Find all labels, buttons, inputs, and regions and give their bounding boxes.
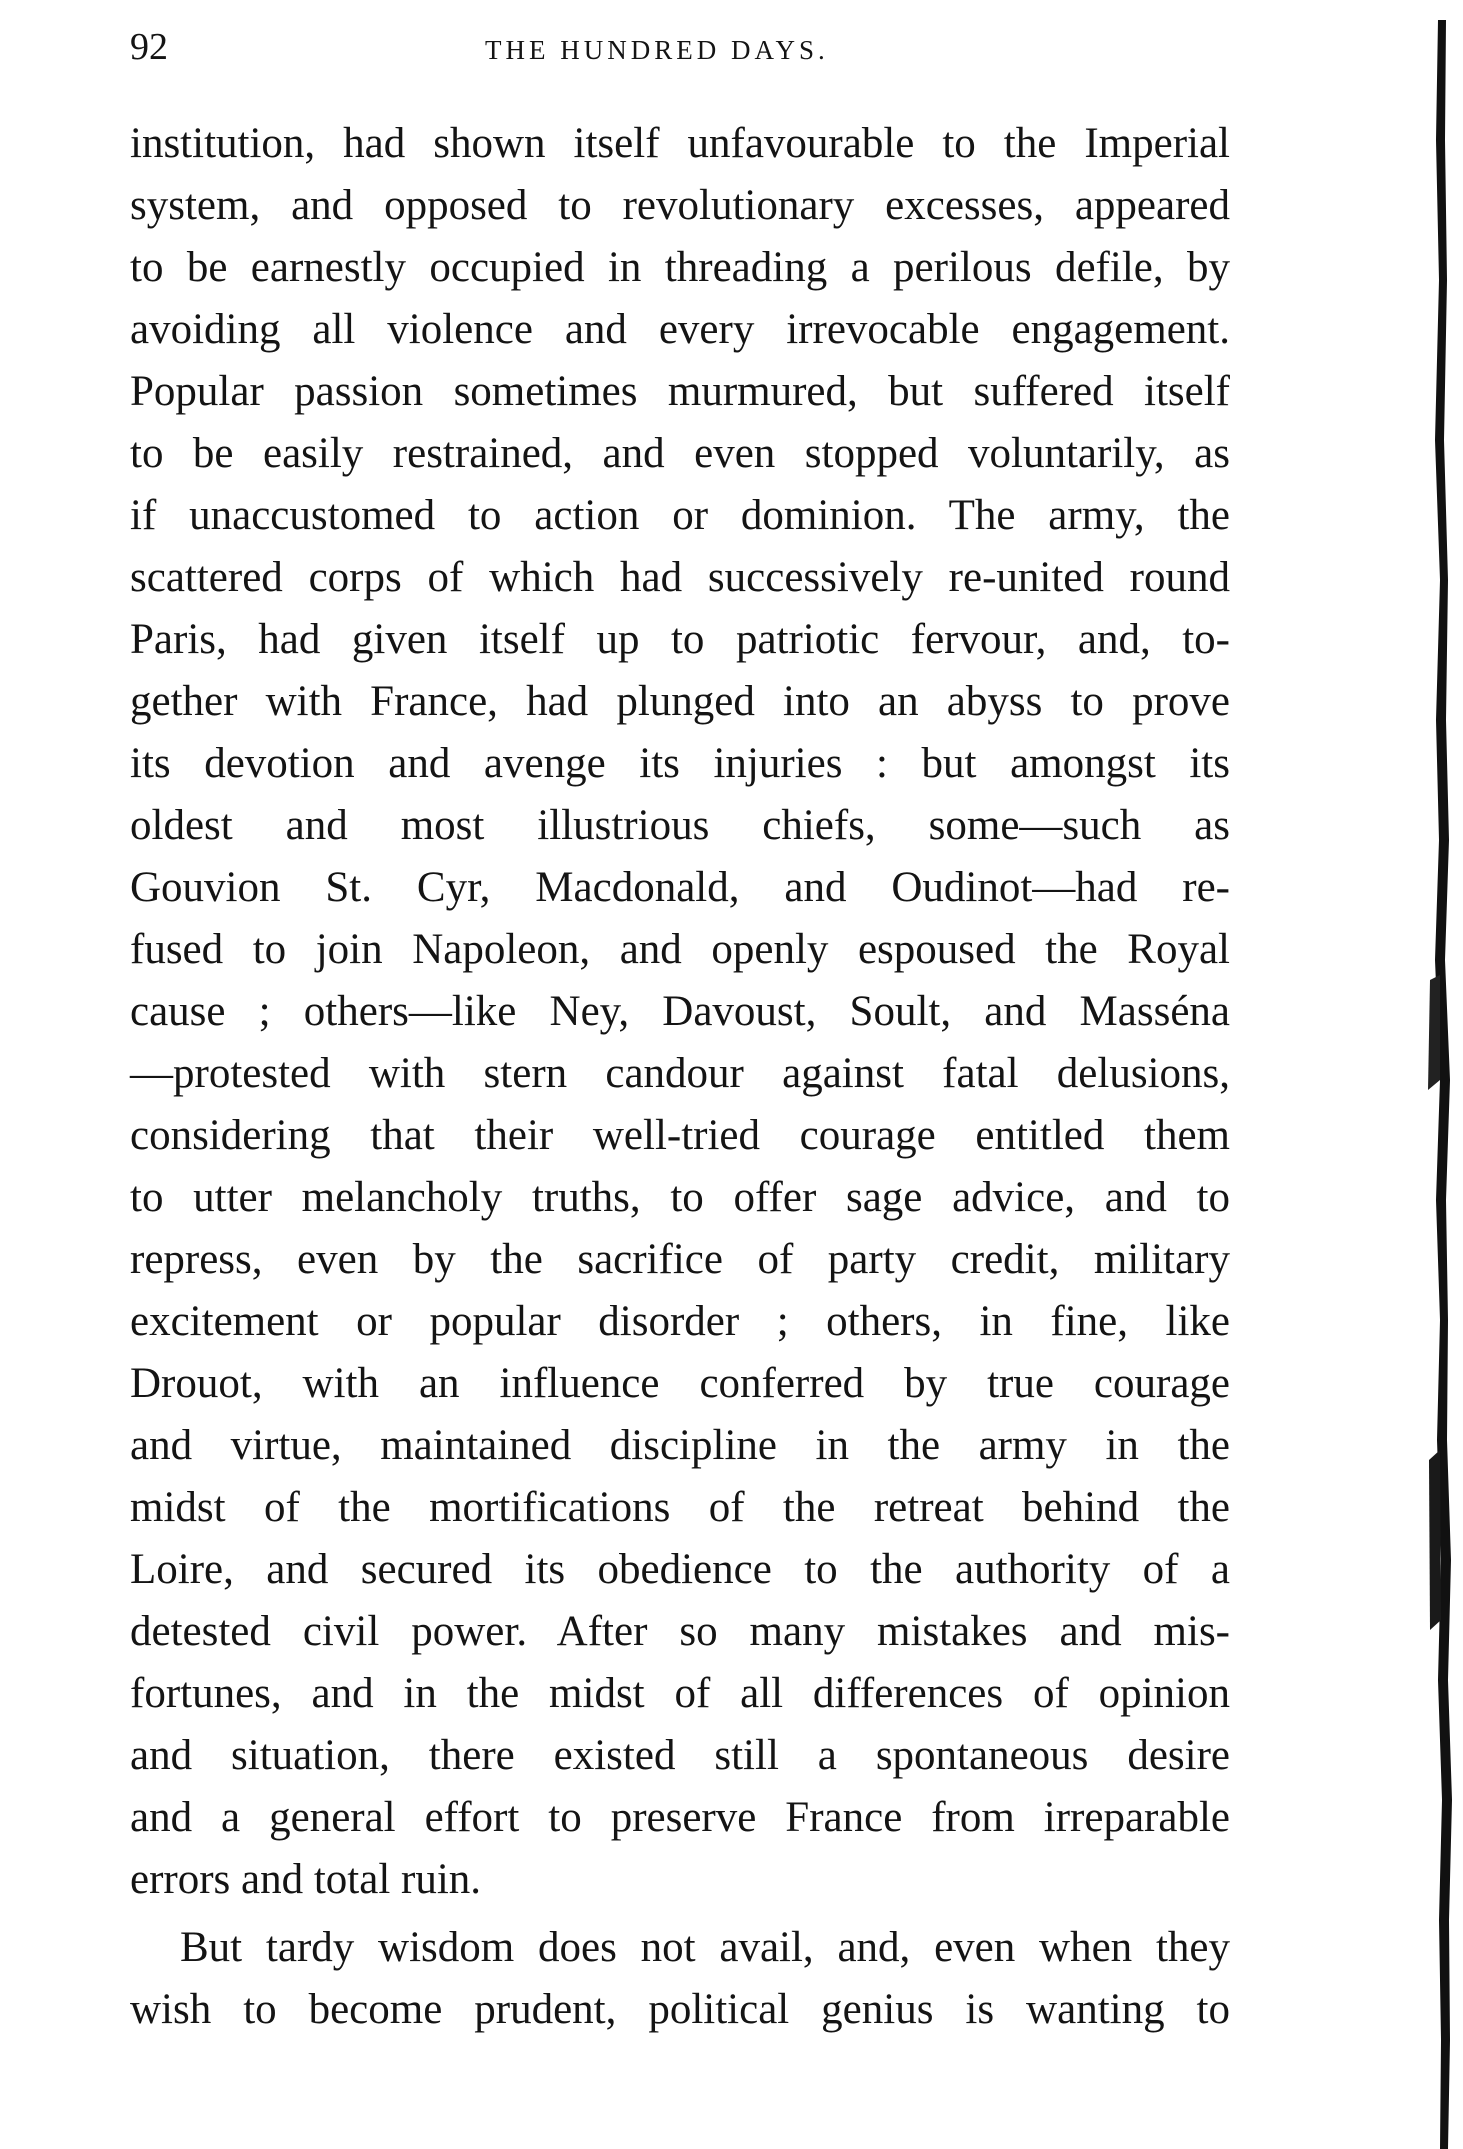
text-line: errors and total ruin.: [130, 1856, 482, 1903]
text-line: cause ; others—like Ney, Davoust, Soult, and Masséna: [130, 988, 1230, 1035]
text-line: midst of the mortifications of the retreat behind the: [130, 1484, 1230, 1531]
running-title: THE HUNDRED DAYS.: [485, 35, 829, 65]
text-line: considering that their well-tried courage entitled them: [130, 1112, 1230, 1159]
paragraph: [130, 113, 1230, 1911]
text-line: oldest and most illustrious chiefs, some—such as: [130, 802, 1230, 849]
text-line: if unaccustomed to action or dominion. The army, the: [130, 492, 1230, 539]
text-line: Popular passion sometimes murmured, but suffered itself: [130, 368, 1230, 415]
text-line: its devotion and avenge its injuries : but amongst its: [130, 740, 1230, 787]
text-line: excitement or popular disorder ; others, in fine, like: [130, 1298, 1230, 1345]
text-line: gether with France, had plunged into an abyss to prove: [130, 678, 1230, 725]
binding-shadow: [1400, 20, 1463, 2149]
text-line: system, and opposed to revolutionary excesses, appeared: [130, 182, 1230, 229]
text-line: Drouot, with an influence conferred by true courage: [130, 1360, 1230, 1407]
text-line: to be earnestly occupied in threading a perilous defile, by: [130, 244, 1230, 291]
paragraph: [130, 1917, 1230, 2041]
text-line: fused to join Napoleon, and openly espoused the Royal: [130, 926, 1230, 973]
text-line: —protested with stern candour against fatal delusions,: [130, 1050, 1230, 1097]
running-head: [130, 22, 1230, 72]
text-line: fortunes, and in the midst of all differences of opinion: [130, 1670, 1230, 1717]
body-text: [130, 113, 1230, 2041]
text-line: institution, had shown itself unfavourable to the Imperial: [130, 120, 1230, 167]
page-number: 92: [130, 26, 168, 68]
text-line: Paris, had given itself up to patriotic fervour, and, to-: [130, 616, 1230, 663]
text-line: scattered corps of which had successively re-united round: [130, 554, 1230, 601]
text-line: and a general effort to preserve France from irreparable: [130, 1794, 1230, 1841]
text-line: to utter melancholy truths, to offer sage advice, and to: [130, 1174, 1230, 1221]
text-line: Gouvion St. Cyr, Macdonald, and Oudinot—had re-: [130, 864, 1230, 911]
text-line: detested civil power. After so many mistakes and mis-: [130, 1608, 1230, 1655]
text-line: repress, even by the sacrifice of party credit, military: [130, 1236, 1230, 1283]
text-line: Loire, and secured its obedience to the authority of a: [130, 1546, 1230, 1593]
text-line: wish to become prudent, political genius is wanting to: [130, 1986, 1230, 2033]
text-line: and virtue, maintained discipline in the army in the: [130, 1422, 1230, 1469]
text-line: But tardy wisdom does not avail, and, even when they: [180, 1924, 1230, 1971]
text-line: to be easily restrained, and even stopped voluntarily, as: [130, 430, 1230, 477]
text-line: avoiding all violence and every irrevocable engagement.: [130, 306, 1230, 353]
text-line: and situation, there existed still a spontaneous desire: [130, 1732, 1230, 1779]
